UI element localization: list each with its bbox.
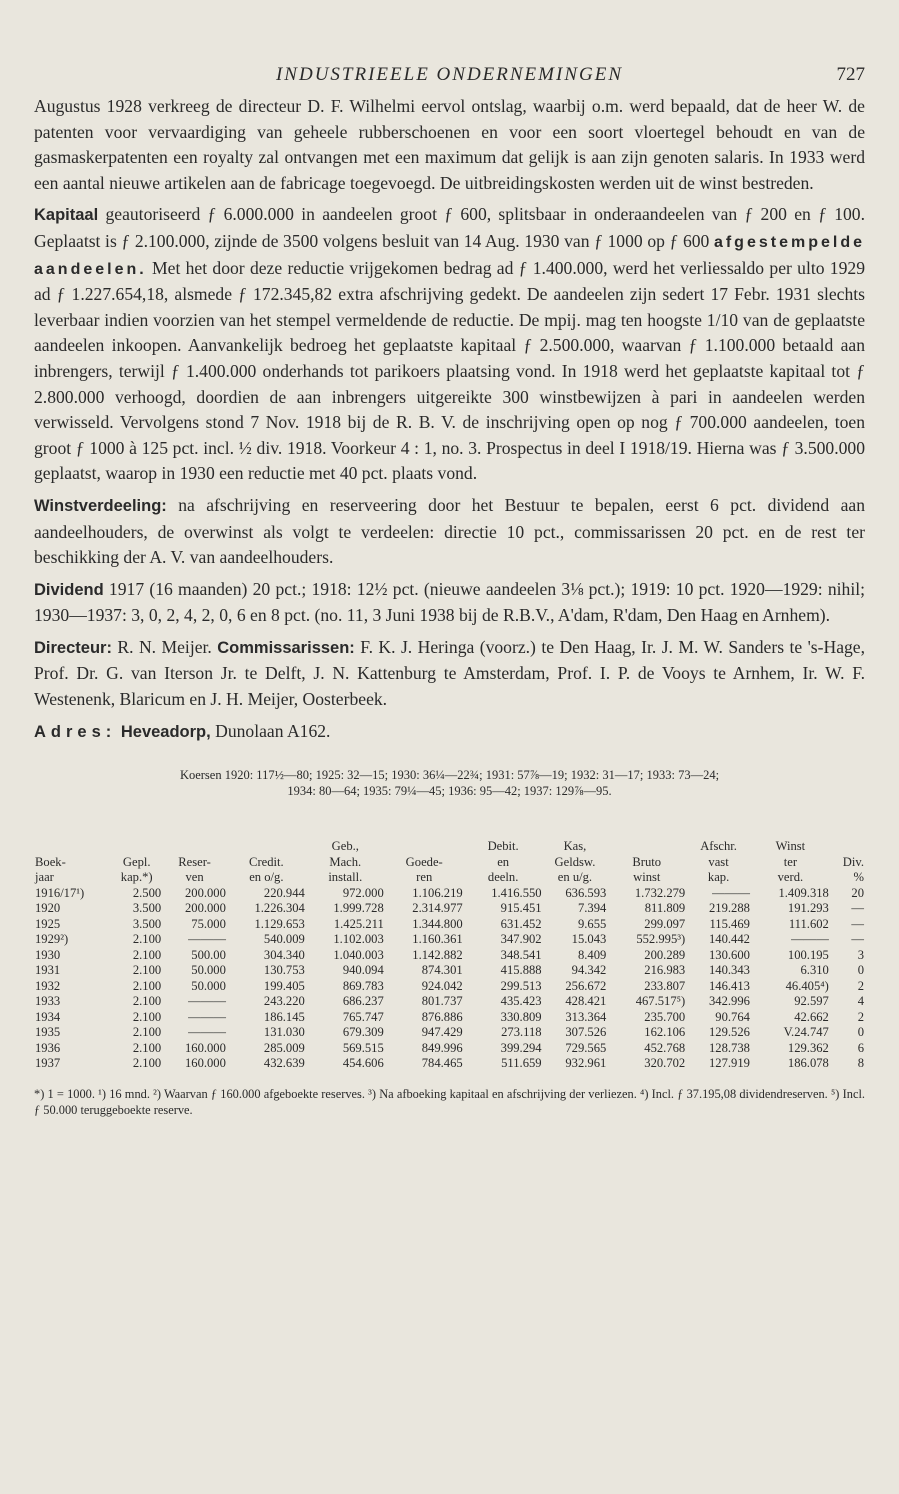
table-cell: 307.526 [565,1025,607,1040]
table-cell: 1.416.550 [491,885,542,900]
table-cell: 233.807 [644,978,686,993]
koersen-line: Koersen 1920: 117½—80; 1925: 32—15; 1930: 36¼—22¾; 1931: 57⅞—19; 1932: 31—17; 1933: 73—24; [179,768,720,783]
column-header [607,839,686,886]
table-cell: 849.996 [421,1040,463,1055]
table-cell: 220.944 [263,885,305,900]
table-cell: 160.000 [184,1040,226,1055]
table-cell: 2.100 [132,932,162,947]
table-cell: V.24.747 [783,1025,829,1040]
table-cell: 511.659 [501,1056,542,1071]
table-cell: 200.000 [184,885,226,900]
column-header-line: Mach. [329,854,362,869]
table-cell: 2 [857,978,864,993]
table-cell: 46.405⁴) [785,978,829,993]
table-cell: 186.145 [263,1009,305,1024]
table-cell: 552.995³) [636,932,686,947]
column-header-line: en u/g. [557,870,593,885]
adres-place: Heveadorp, [116,722,211,741]
table-cell: 1.999.728 [333,901,384,916]
table-cell: 932.961 [565,1056,607,1071]
table-cell: 111.602 [788,916,829,931]
table-cell: 765.747 [342,1009,384,1024]
table-cell: 140.442 [708,932,750,947]
column-header [306,839,385,886]
table-cell: 540.009 [263,932,305,947]
table-row [34,1025,865,1041]
table-cell: 7.394 [577,901,607,916]
table-cell: 129.362 [787,1040,829,1055]
table-row [34,963,865,979]
table-cell: 1916/17¹) [35,885,85,900]
table-cell: 1.106.219 [412,885,463,900]
column-header-line: ren [416,870,433,885]
column-header [464,839,543,886]
table-cell: 3.500 [132,916,162,931]
table-cell: 2.100 [132,994,162,1009]
table-cell: 1.142.882 [412,947,463,962]
column-header-line: winst [633,870,661,885]
table-cell: 784.465 [421,1056,463,1071]
column-header [227,839,306,886]
column-header-line: Reser- [178,854,211,869]
table-cell: 313.364 [565,1009,607,1024]
table-cell: 0 [857,963,864,978]
column-header-line: deeln. [487,870,519,885]
table-cell: 50.000 [191,978,226,993]
table-cell: 1.344.800 [412,916,463,931]
table-cell: 2.100 [132,963,162,978]
table-cell: 348.541 [500,947,542,962]
column-header-line: Div. [842,854,864,869]
table-cell: 869.783 [342,978,384,993]
table-cell: 1920 [35,901,61,916]
column-header-line: install. [328,870,363,885]
table-cell: 1.409.318 [778,885,829,900]
table-cell: 100.195 [787,947,829,962]
koersen-line: 1934: 80—64; 1935: 79¼—45; 1936: 95—42; 1937: 129⅞—95. [287,784,612,799]
column-header-line: Geb., [331,839,359,854]
kapitaal-text-a: geautoriseerd ƒ 6.000.000 in aandeelen groot ƒ 600, splitsbaar in onderaandeelen van ƒ 200 en ƒ 100. Geplaatst is ƒ 2.100.000, zijnde de 3500 volgens besluit van 14 Aug. 1930 van ƒ 1000 op ƒ 600 [34,204,865,251]
table-cell: 130.753 [263,963,305,978]
column-header-line: ven [185,870,204,885]
adres-paragraph [34,719,865,746]
table-cell: 876.886 [421,1009,463,1024]
table-cell: — [851,932,864,947]
column-header [162,839,227,886]
table-cell: 2.100 [132,1009,162,1024]
adres-text: Dunolaan A162. [210,720,331,741]
column-header-line: kap. [707,870,730,885]
table-cell: 320.702 [644,1056,686,1071]
kapitaal-text-b: Met het door deze reductie vrijgekomen bedrag ad ƒ 1.400.000, werd het verliessaldo per ulto 1929 ad ƒ 1.227.654,18, alsmede ƒ 172.345,82 extra afschrijving gedekt. De aandeelen zijn sedert 17 Febr. 1931 slechts leverbaar indien voorzien van het stempel vermeldende de reductie. De mpij. mag ten hoogste 1/10 van de geplaatste aandeelen inkoopen. Aanvankelijk bedroeg het geplaatste kapitaal ƒ 2.500.000, waarvan ƒ 1.100.000 betaald aan inbrengers, terwijl ƒ 1.400.000 onderhands tot parikoers plaatsing vond. In 1918 werd het geplaatste kapitaal tot ƒ 2.800.000 verhoogd, doordien de aan inbrengers uitgereikte 300 winstbewijzen à pari in aandeelen werden verwisseld. Vervolgens stond 7 Nov. 1918 bij de R. B. V. de inschrijving open op nog ƒ 700.000 aandeelen, toen groot ƒ 1000 à 125 pct. incl. ½ div. 1918. Voorkeur 4 : 1, no. 3. Prospectus in deel I 1918/19. Hierna was ƒ 3.500.000 geplaatst, waarop in 1930 een reductie met 40 pct. plaats vond. [34,257,865,484]
table-cell: 428.421 [565,994,607,1009]
column-header [34,839,111,886]
table-cell: 1.732.279 [634,885,686,900]
column-header [751,839,830,886]
table-cell: 6.310 [800,963,829,978]
table-row [34,1010,865,1026]
column-header-line: Geldsw. [554,854,596,869]
dividend-text: 1917 (16 maanden) 20 pct.; 1918: 12½ pct. (nieuwe aandeelen 3⅛ pct.); 1919: 10 pct. 1920—1929: nihil; 1930—1937: 3, 0, 2, 4, 2, 0, 6 en 8 pct. (no. 11, 3 Juni 1938 bij de R.B.V., A'dam, R'dam, Den Haag en Arnhem). [34,578,865,626]
table-cell: 1925 [35,916,61,931]
table-row [34,901,865,917]
table-cell: 1935 [35,1025,61,1040]
table-cell: 2.100 [132,1025,162,1040]
table-cell: 50.000 [191,963,226,978]
winstverdeeling-text: na afschrijving en reserveering door het Bestuur te bepalen, eerst 6 pct. dividend aan aandeelhouders, de overwinst als volgt te verdeelen: directie 10 pct., commissarissen 20 pct. en de rest ter beschikking der A. V. van aandeelhouders. [34,494,865,568]
directeur-label: Directeur: [34,638,112,657]
column-header-line: Debit. [487,839,519,854]
footnotes: *) 1 = 1000. ¹) 16 mnd. ²) Waarvan ƒ 160.000 afgeboekte reserves. ³) Na afboeking kapitaal en afschrijving der verliezen. ⁴) Incl. ƒ 37.195,08 dividendreserven. ⁵) Incl. ƒ 50.000 teruggeboekte reserve. [34,1086,865,1117]
table-cell: 6 [857,1040,864,1055]
table-cell: 2.100 [132,947,162,962]
financial-table [34,839,865,1072]
table-cell: ——— [712,885,750,900]
section-title: INDUSTRIEELE ONDERNEMINGEN [275,64,623,85]
table-cell: 2.314.977 [412,901,463,916]
table-cell: 500.00 [191,947,226,962]
table-body [34,886,865,1072]
table-cell: 1932 [35,978,61,993]
table-cell: 199.405 [263,978,305,993]
column-header [830,839,865,886]
table-cell: 454.606 [342,1056,384,1071]
table-cell: 729.565 [565,1040,607,1055]
table-cell: 1.129.653 [254,916,305,931]
table-cell: — [851,901,864,916]
kapitaal-label: Kapitaal [34,206,99,225]
table-cell: ——— [791,932,829,947]
table-cell: 924.042 [421,978,463,993]
table-cell: 631.452 [500,916,542,931]
table-cell: 90.764 [715,1009,750,1024]
dividend-paragraph [34,577,865,629]
table-cell: 679.309 [342,1025,384,1040]
column-header-line: Credit. [249,854,284,869]
table-cell: 2 [857,1009,864,1024]
table-cell: 2.100 [132,978,162,993]
table-cell: 20 [851,885,864,900]
history-paragraph: Augustus 1928 verkreeg de directeur D. F. Wilhelmi eervol ontslag, waarbij o.m. werd bepaald, dat de heer W. de patenten voor vervaardiging van geheele rubberschoenen en voor een soort vloertegel behoudt en van de gasmaskerpatenten een royalty zal ontvangen met een maximum dat gelijk is aan zijn genoten salaris. In 1933 werd een aantal nieuwe artikelen aan de fabricage toegevoegd. De uitbreidingskosten werden uit de winst bestreden. [34,96,865,193]
table-cell: 2.100 [132,1040,162,1055]
table-cell: 8 [857,1056,864,1071]
table-cell: 285.009 [263,1040,305,1055]
table-cell: ——— [188,994,226,1009]
column-header-line: Winst [775,839,806,854]
column-header-line: Afschr. [700,839,737,854]
table-row [34,948,865,964]
column-header-line: Boek- [35,854,66,869]
table-cell: 330.809 [500,1009,542,1024]
table-cell: 2.500 [132,885,162,900]
column-header-line: kap.*) [120,870,153,885]
kapitaal-paragraph [34,202,865,487]
table-cell: ——— [188,1025,226,1040]
table-cell: 299.097 [644,916,686,931]
column-header [111,839,162,886]
table-cell: 191.293 [787,901,829,916]
table-cell: 140.343 [708,963,750,978]
table-cell: 415.888 [500,963,542,978]
table-cell: ——— [188,932,226,947]
table-cell: 235.700 [644,1009,686,1024]
table-cell: 874.301 [421,963,463,978]
table-cell: 1.102.003 [333,932,384,947]
column-header [686,839,751,886]
column-header-line: jaar [35,870,54,885]
column-header-line: verd. [777,870,804,885]
table-row [34,1041,865,1057]
table-row [34,979,865,995]
table-cell: 15.043 [571,932,607,947]
table-cell: 1929²) [35,932,69,947]
table-cell: 972.000 [342,885,384,900]
table-cell: 273.118 [501,1025,542,1040]
table-cell: 162.106 [644,1025,686,1040]
table-cell: 304.340 [263,947,305,962]
page-number: 727 [836,64,865,85]
table-cell: 1930 [35,947,61,962]
column-header-line: en o/g. [249,870,284,885]
table-cell: 92.597 [794,994,829,1009]
winstverdeeling-label: Winstverdeeling: [34,496,167,515]
management-paragraph [34,635,865,713]
table-cell: 435.423 [500,994,542,1009]
table-cell: 200.289 [644,947,686,962]
table-cell: 129.526 [708,1025,750,1040]
table-row [34,886,865,902]
table-cell: 128.738 [708,1040,750,1055]
table-cell: 146.413 [708,978,750,993]
adres-label: Adres: [34,722,117,741]
table-cell: 452.768 [644,1040,686,1055]
koersen-block [34,767,865,799]
table-cell: 342.996 [708,994,750,1009]
table-cell: 467.517⁵) [635,994,686,1009]
column-header-line: % [853,870,864,885]
table-cell: 160.000 [184,1056,226,1071]
directeur-text: R. N. Meijer. [111,636,218,657]
table-cell: 200.000 [184,901,226,916]
table-cell: 636.593 [565,885,607,900]
column-header-line: ter [783,854,798,869]
table-cell: 130.600 [708,947,750,962]
table-cell: 686.237 [342,994,384,1009]
column-header-line: en [497,854,510,869]
column-header [385,839,464,886]
table-cell: 299.513 [500,978,542,993]
table-cell: 347.902 [500,932,542,947]
table-cell: 2.100 [132,1056,162,1071]
column-header-line: vast [708,854,729,869]
column-header-line: Bruto [632,854,662,869]
winstverdeeling-paragraph [34,493,865,571]
table-cell: 131.030 [263,1025,305,1040]
table-cell: 186.078 [787,1056,829,1071]
table-header-row [34,839,865,886]
table-row [34,994,865,1010]
table-cell: 243.220 [263,994,305,1009]
table-cell: 1.160.361 [412,932,463,947]
table-cell: 4 [857,994,864,1009]
column-header-line: Kas, [563,839,587,854]
table-cell: 115.469 [709,916,750,931]
table-cell: 399.294 [500,1040,542,1055]
table-cell: 75.000 [191,916,226,931]
table-cell: 3.500 [132,901,162,916]
kapitaal-spaced-text: afgestempelde aandeelen. [34,233,865,278]
table-cell: 3 [857,947,864,962]
commissarissen-text: F. K. J. Heringa (voorz.) te Den Haag, Ir. J. M. W. Sanders te 's-Hage, Prof. Dr. G. van Iterson Jr. te Delft, J. N. Kattenburg te Amsterdam, Prof. I. P. de Vooys te Arnhem, Ir. W. F. Westenenk, Blaricum en J. H. Meijer, Oosterbeek. [34,636,866,710]
table-cell: 1933 [35,994,61,1009]
table-cell: 1.040.003 [333,947,384,962]
table-cell: 9.655 [577,916,607,931]
table-cell: 1.425.211 [333,916,384,931]
table-cell: 42.662 [794,1009,829,1024]
table-row [34,917,865,933]
table-cell: ——— [188,1009,226,1024]
table-cell: 219.288 [708,901,750,916]
table-cell: 8.409 [577,947,607,962]
table-cell: 0 [857,1025,864,1040]
column-header-line: Gepl. [122,854,151,869]
table-cell: 256.672 [565,978,607,993]
table-cell: 432.639 [263,1056,305,1071]
table-cell: 801.737 [421,994,463,1009]
table-cell: 947.429 [421,1025,463,1040]
column-header [543,839,608,886]
running-header [34,56,865,94]
column-header-line: Goede- [405,854,443,869]
table-cell: 1936 [35,1040,61,1055]
table-cell: 915.451 [500,901,542,916]
table-cell: — [851,916,864,931]
table-row [34,932,865,948]
table-cell: 94.342 [571,963,607,978]
table-row [34,1056,865,1072]
table-cell: 1937 [35,1056,61,1071]
table-cell: 811.809 [644,901,686,916]
commissarissen-label: Commissarissen: [217,638,355,657]
table-cell: 216.983 [644,963,686,978]
table-cell: 1931 [35,963,61,978]
table-cell: 127.919 [708,1056,750,1071]
table-cell: 1.226.304 [254,901,305,916]
table-cell: 1934 [35,1009,61,1024]
table-cell: 940.094 [342,963,384,978]
dividend-label: Dividend [34,580,104,599]
table-cell: 569.515 [342,1040,384,1055]
